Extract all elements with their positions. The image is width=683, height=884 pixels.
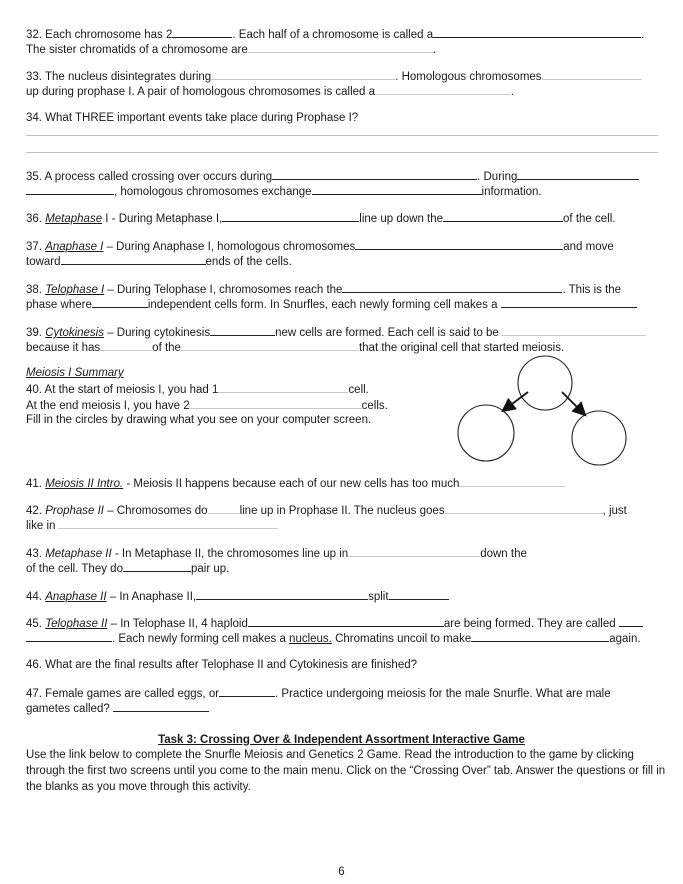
q42-text-3: , just bbox=[602, 505, 627, 517]
q39-blank-3[interactable] bbox=[100, 339, 152, 351]
q41-term: Meiosis II Intro. bbox=[45, 478, 124, 490]
q37-text-4: ends of the cells. bbox=[205, 256, 292, 268]
q32-blank-3[interactable] bbox=[248, 41, 433, 53]
q35-blank-4[interactable] bbox=[312, 183, 482, 195]
daughter-cell-circle-right[interactable] bbox=[572, 411, 626, 465]
q41-text-1: - Meiosis II happens because each of our new cells has too much bbox=[123, 478, 460, 490]
q34-answer-line-2[interactable] bbox=[26, 152, 658, 153]
q43-blank-1[interactable] bbox=[348, 545, 480, 557]
q40-text-4: cells. bbox=[361, 400, 388, 412]
daughter-cell-circle-left[interactable] bbox=[458, 405, 514, 461]
question-34 bbox=[26, 111, 358, 125]
question-45-line-2 bbox=[26, 630, 641, 646]
q34-answer-line-1[interactable] bbox=[26, 135, 658, 136]
q33-text-3: up during prophase I. A pair of homologous chromosomes is called a bbox=[26, 86, 376, 98]
q46-text: 46. What are the final results after Telophase II and Cytokinesis are finished? bbox=[26, 659, 418, 671]
question-32-line-2 bbox=[26, 41, 436, 57]
q45-term: Telophase II bbox=[45, 618, 108, 630]
q44-number: 44. bbox=[26, 591, 46, 603]
q43-text-1: - In Metaphase II, the chromosomes line up in bbox=[111, 548, 349, 560]
q36-blank-2[interactable] bbox=[443, 210, 563, 222]
q45-text-1: – In Telophase II, 4 haploid bbox=[107, 618, 248, 630]
q43-text-4: pair up. bbox=[190, 563, 230, 575]
page-number: 6 bbox=[338, 866, 345, 878]
q37-blank-2[interactable] bbox=[61, 253, 206, 265]
question-42 bbox=[26, 502, 627, 518]
q36-number: 36. bbox=[26, 213, 46, 225]
q33-blank-1[interactable] bbox=[211, 68, 395, 80]
q40-text-3: At the end meiosis I, you have 2 bbox=[26, 400, 190, 412]
question-39 bbox=[26, 324, 646, 340]
q45-text-5: again. bbox=[609, 633, 641, 645]
q43-text-2: down the bbox=[480, 548, 527, 560]
q39-text-4: of the bbox=[152, 342, 181, 354]
q39-text-1: – During cytokinesis bbox=[104, 327, 211, 339]
q47-text-1: 47. Female games are called eggs, or bbox=[26, 688, 220, 700]
q37-term: Anaphase I bbox=[45, 241, 104, 253]
question-35-line-2 bbox=[26, 183, 542, 199]
q45-blank-1[interactable] bbox=[248, 615, 444, 627]
q42-term: Prophase II bbox=[45, 505, 105, 517]
q38-blank-1[interactable] bbox=[342, 281, 562, 293]
question-35 bbox=[26, 168, 639, 184]
q39-blank-4[interactable] bbox=[181, 339, 359, 351]
q40-text-2: cell. bbox=[348, 384, 369, 396]
question-47-line-2 bbox=[26, 700, 209, 716]
question-32 bbox=[26, 26, 644, 42]
q42-number: 42. bbox=[26, 505, 46, 517]
q38-blank-3[interactable] bbox=[501, 296, 637, 308]
summary-heading: Meiosis I Summary bbox=[26, 367, 124, 379]
q47-blank-1[interactable] bbox=[219, 685, 275, 697]
q44-term: Anaphase II bbox=[45, 591, 107, 603]
q43-number: 43. bbox=[26, 548, 46, 560]
question-46 bbox=[26, 658, 417, 672]
q37-blank-1[interactable] bbox=[355, 238, 563, 250]
q36-term: Metaphase bbox=[45, 213, 103, 225]
q39-text-3: because it has bbox=[26, 342, 101, 354]
meiosis-circles-diagram bbox=[440, 352, 640, 468]
question-45 bbox=[26, 615, 643, 631]
q39-number: 39. bbox=[26, 327, 46, 339]
q42-blank-2[interactable] bbox=[445, 502, 603, 514]
q41-number: 41. bbox=[26, 478, 46, 490]
q32-text-3: . bbox=[641, 29, 645, 41]
q45-blank-2[interactable] bbox=[619, 615, 643, 627]
q37-text-2: and move bbox=[563, 241, 614, 253]
q38-term: Telophase I bbox=[45, 284, 105, 296]
q38-text-4: independent cells form. In Snurfles, each newly forming cell makes a bbox=[147, 299, 498, 311]
q33-blank-3[interactable] bbox=[375, 83, 511, 95]
q32-text-4: The sister chromatids of a chromosome are bbox=[26, 44, 248, 56]
q45-text-2: are being formed. They are called bbox=[443, 618, 616, 630]
q38-number: 38. bbox=[26, 284, 46, 296]
q35-text-1: 35. A process called crossing over occurs during bbox=[26, 171, 273, 183]
question-36 bbox=[26, 210, 615, 226]
question-38 bbox=[26, 281, 621, 297]
q39-text-2: new cells are formed. Each cell is said to be bbox=[275, 327, 499, 339]
q45-text-3: . Each newly forming cell makes a bbox=[112, 633, 290, 645]
q45-blank-3[interactable] bbox=[26, 630, 112, 642]
arrow-right bbox=[562, 392, 584, 414]
q42-text-4: like in bbox=[26, 520, 56, 532]
q36-blank-1[interactable] bbox=[222, 210, 359, 222]
task-3-title: Task 3: Crossing Over & Independent Assortment Interactive Game bbox=[158, 734, 525, 746]
q47-blank-2[interactable] bbox=[113, 700, 209, 712]
q43-text-3: of the cell. They do bbox=[26, 563, 123, 575]
q32-text-2: . Each half of a chromosome is called a bbox=[232, 29, 434, 41]
q38-text-2: . This is the bbox=[562, 284, 622, 296]
question-33-line-2 bbox=[26, 83, 514, 99]
q33-blank-2[interactable] bbox=[542, 68, 642, 80]
q42-blank-1[interactable] bbox=[208, 502, 240, 514]
question-37 bbox=[26, 238, 614, 254]
question-41 bbox=[26, 475, 565, 491]
q34-text: 34. What THREE important events take place during Prophase I? bbox=[26, 112, 359, 124]
q37-text-1: – During Anaphase I, homologous chromosomes bbox=[103, 241, 356, 253]
question-38-line-2 bbox=[26, 296, 637, 312]
question-43-line-2 bbox=[26, 560, 229, 576]
q36-text-3: of the cell. bbox=[563, 213, 616, 225]
q32-text-5: . bbox=[432, 44, 436, 56]
q35-blank-3[interactable] bbox=[26, 183, 114, 195]
q42-text-1: – Chromosomes do bbox=[104, 505, 208, 517]
q41-blank-1[interactable] bbox=[459, 475, 565, 487]
q36-text-2: line up down the bbox=[359, 213, 444, 225]
q38-blank-2[interactable] bbox=[92, 296, 148, 308]
q42-text-2: line up in Prophase II. The nucleus goes bbox=[239, 505, 445, 517]
q42-blank-3[interactable] bbox=[58, 517, 278, 529]
question-33 bbox=[26, 68, 642, 84]
question-43 bbox=[26, 545, 527, 561]
question-40 bbox=[26, 381, 369, 397]
q44-blank-2[interactable] bbox=[389, 588, 449, 600]
q35-blank-2[interactable] bbox=[517, 168, 639, 180]
q45-number: 45. bbox=[26, 618, 46, 630]
q32-text-1: 32. Each chromosome has 2 bbox=[26, 29, 173, 41]
q47-text-3: gametes called? bbox=[26, 703, 110, 715]
q44-text-2: split bbox=[368, 591, 389, 603]
question-37-line-2 bbox=[26, 253, 292, 269]
parent-cell-circle[interactable] bbox=[518, 356, 572, 410]
q39-term: Cytokinesis bbox=[45, 327, 104, 339]
q35-text-3: , homologous chromosomes exchange bbox=[114, 186, 312, 198]
task-3-paragraph: Use the link below to complete the Snurfle Meiosis and Genetics 2 Game. Read the introduction to the game by clicking through the first two screens until you come to the main menu. Click on the “Crossing Over” tab. Answer the questions or fill in the blanks as you move through this activity. bbox=[26, 749, 666, 793]
q38-text-1: – During Telophase I, chromosomes reach the bbox=[104, 284, 343, 296]
q35-text-2: . During bbox=[477, 171, 518, 183]
summary-instruction: Fill in the circles by drawing what you see on your computer screen. bbox=[26, 414, 372, 426]
q40-blank-1[interactable] bbox=[218, 381, 348, 393]
question-44 bbox=[26, 588, 449, 604]
q39-blank-2[interactable] bbox=[502, 324, 646, 336]
q39-blank-1[interactable] bbox=[210, 324, 275, 336]
q38-text-3: phase where bbox=[26, 299, 92, 311]
q33-text-1: 33. The nucleus disintegrates during bbox=[26, 71, 212, 83]
q40-blank-2[interactable] bbox=[190, 397, 362, 409]
question-42-line-2 bbox=[26, 517, 278, 533]
q47-text-2: . Practice undergoing meiosis for the male Snurfle. What are male bbox=[275, 688, 611, 700]
question-47 bbox=[26, 685, 611, 701]
q45-term-nucleus: nucleus. bbox=[289, 633, 332, 645]
q40-text-1: 40. At the start of meiosis I, you had 1 bbox=[26, 384, 219, 396]
q44-text-1: – In Anaphase II, bbox=[106, 591, 197, 603]
q35-text-4: information. bbox=[481, 186, 542, 198]
q44-blank-1[interactable] bbox=[196, 588, 368, 600]
q33-text-2: . Homologous chromosomes bbox=[395, 71, 542, 83]
q35-blank-1[interactable] bbox=[272, 168, 477, 180]
q32-blank-1[interactable] bbox=[172, 26, 232, 38]
q37-text-3: toward bbox=[26, 256, 61, 268]
q39-text-5: that the original cell that started meiosis. bbox=[358, 342, 565, 354]
q43-term: Metaphase II bbox=[45, 548, 112, 560]
q33-text-4: . bbox=[511, 86, 515, 98]
q32-blank-2[interactable] bbox=[433, 26, 641, 38]
q45-blank-4[interactable] bbox=[471, 630, 609, 642]
question-40-line-2 bbox=[26, 397, 388, 413]
q36-text-1: I - During Metaphase I, bbox=[102, 213, 223, 225]
q45-text-4: Chromatins uncoil to make bbox=[331, 633, 472, 645]
q37-number: 37. bbox=[26, 241, 46, 253]
q43-blank-2[interactable] bbox=[123, 560, 191, 572]
